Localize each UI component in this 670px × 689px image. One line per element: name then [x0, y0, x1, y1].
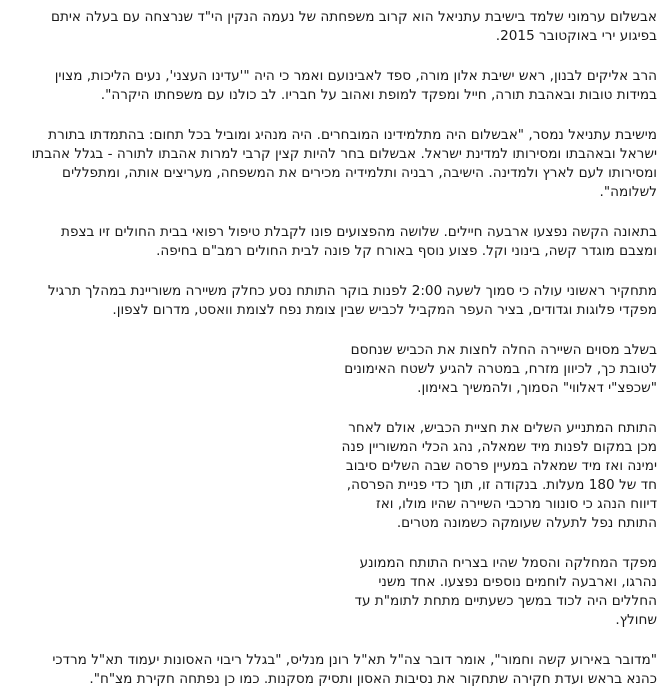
- text-line: התותח נפל לתעלה שעומקה כשמונה מטרים.: [396, 515, 657, 531]
- paragraph-9: [9, 643, 657, 689]
- paragraph-3: [9, 118, 657, 202]
- paragraph-5: [9, 274, 657, 320]
- paragraph-6: [9, 333, 657, 398]
- text-line: ומצבם מוגדר קשה, בינוני וקל. פצוע נוסף באורח קל פונה לבית החולים רמב"ם בחיפה.: [156, 243, 657, 259]
- text-line: מישיבת עתניאל נמסר, "אבשלום היה מתלמידינו המובחרים. היה מנהיג ומוביל בכל תחום: בהתמדתו בתורת: [48, 127, 657, 143]
- text-line: "מדובר באירוע קשה וחמור", אומר דובר צה"ל תא"ל רונן מנליס, "בגלל ריבוי האסונות יעמוד תא"ל מרדכי: [52, 652, 657, 668]
- text-line: "שכפצ"י דאלווי" הסמוך, ולהמשיך באימון.: [417, 380, 657, 396]
- text-line: בשלב מסוים השיירה החלה לחצות את הכביש שנחסם: [350, 342, 657, 358]
- article-body: [9, 0, 657, 689]
- text-line: מפקד המחלקה והסמל שהיו בצריח התותח הממונע: [359, 555, 657, 571]
- paragraph-2: [9, 59, 657, 105]
- text-line: דיווח הנהג כי סונוור מרכבי השיירה שהיו מולו, ואז: [376, 496, 657, 512]
- text-line: החללים היה לכוד במשך כשעתיים מתחת לתומ"ת עד: [354, 593, 657, 609]
- text-line: לטובת כך, לכיוון מזרח, במטרה להגיע לשטח האימונים: [344, 361, 657, 377]
- text-line: נהרגו, וארבעה לוחמים נוספים נפצעו. אחד משני: [378, 574, 657, 590]
- text-line: חד של 180 מעלות. בנקודה זו, תוך כדי פניית הפרסה,: [346, 477, 657, 493]
- text-line: מפקדי פלוגות וגדודים, בציר העפר המקביל לכביש שבין צומת נפח לצומת וואסט, מדרום לצפון.: [112, 302, 657, 318]
- paragraph-4: [9, 215, 657, 261]
- text-line: בתאונה הקשה נפצעו ארבעה חיילים. שלושה מהפצועים פונו לקבלת טיפול רפואי בבית החולים זיו בצפת: [61, 224, 657, 240]
- text-line: לשלומה".: [599, 184, 657, 200]
- text-line: הרב אליקים לבנון, ראש ישיבת אלון מורה, ספד לאבינועם ואמר כי היה "'עדינו העצני', נעים הליכות, מצוין: [54, 68, 657, 84]
- text-line: במידות טובות ובאהבת תורה, חייל ומפקד למופת ואהוב על חבריו. לב כולנו עם משפחתו היקרה".: [100, 87, 657, 103]
- text-line: ומסירותו לעם לארץ ולמדינה. הישיבה, רבניה ותלמידיה מכירים את המשפחה, מעריצים אותה, ומתפללים: [62, 165, 657, 181]
- text-line: התותח המתנייע השלים את חציית הכביש, אולם לאחר: [348, 420, 657, 436]
- text-line: שחולץ.: [615, 612, 657, 628]
- text-line: ימינה ואז מיד שמאלה במעיין פרסה שבה השלים סיבוב: [345, 458, 657, 474]
- text-line: מתחקיר ראשוני עולה כי סמוך לשעה 2:00 לפנות בוקר התותח נסע כחלק משיירה משוריינת במהלך תרגיל: [47, 283, 657, 299]
- text-line: בפיגוע ירי באוקטובר 2015.: [495, 28, 657, 44]
- paragraph-8: [9, 546, 657, 630]
- text-line: מכן במקום לפנות מיד שמאלה, נהג הכלי המשוריין פנה: [341, 439, 657, 455]
- paragraph-7: [9, 411, 657, 533]
- paragraph-1: [9, 0, 657, 46]
- text-line: אבשלום ערמוני שלמד בישיבת עתניאל הוא קרוב משפחתה של נעמה הנקין הי"ד שנרצחה עם בעלה איתם: [50, 9, 657, 25]
- text-line: ישראל ובאהבתו ומסירותו למדינת ישראל. אבשלום בחר להיות קצין קרבי למרות אהבתו לתורה - בגלל אהבתו: [31, 146, 657, 162]
- text-line: כהנא בראש ועדת חקירה שתחקור את נסיבות האסון ותסיק מסקנות. כמו כן נפתחה חקירת מצ"ח".: [89, 671, 657, 687]
